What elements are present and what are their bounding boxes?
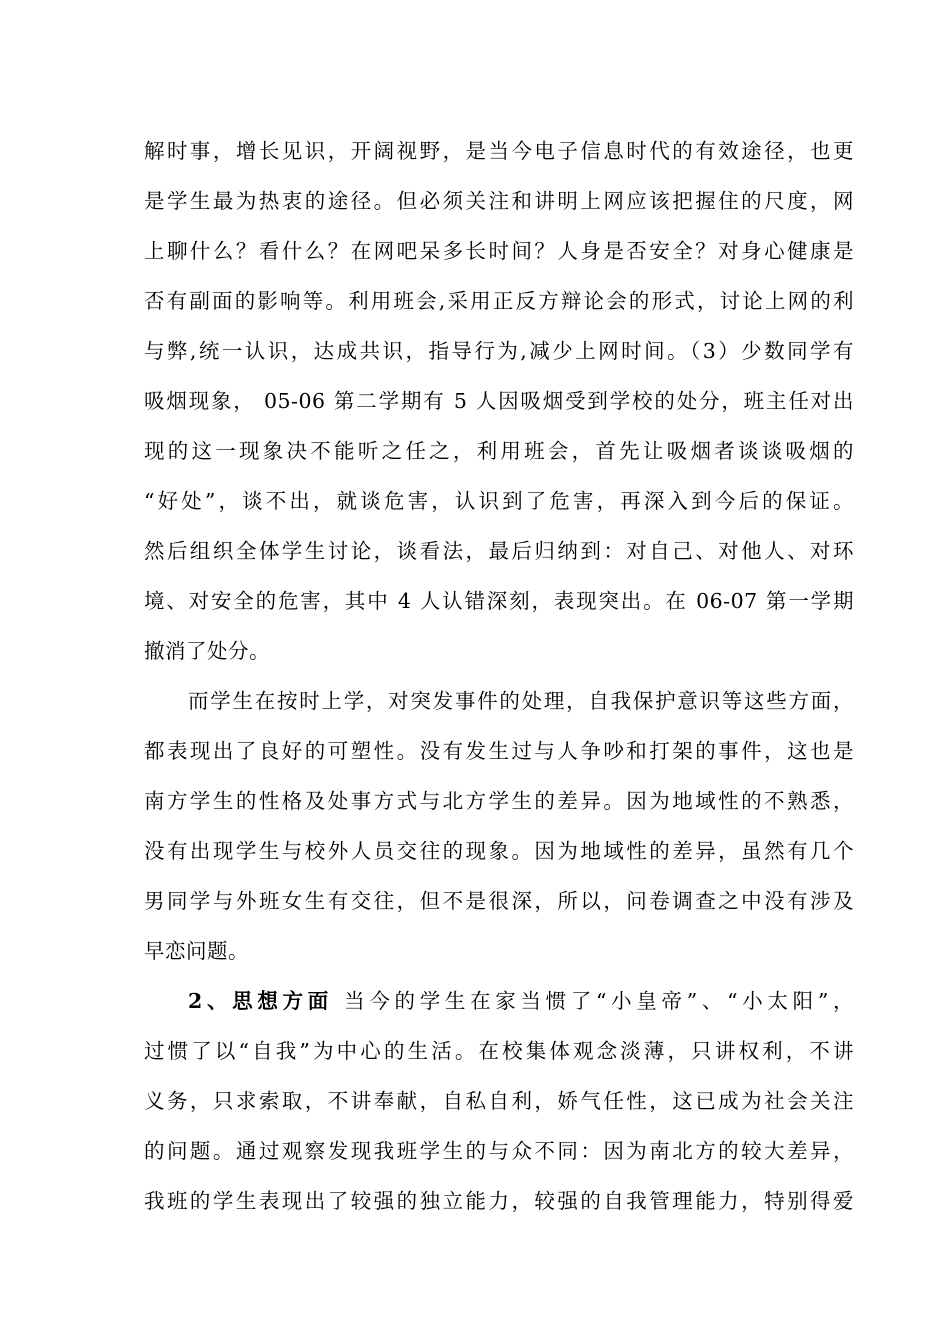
text-line: 解时事，增长见识，开阔视野，是当今电子信息时代的有效途径，也更 xyxy=(144,139,854,163)
heading-line-text: 当今的学生在家当惯了“小皇帝”、“小太阳”， xyxy=(344,989,855,1013)
text-line: “好处”，谈不出，就谈危害，认识到了危害，再深入到今后的保证。 xyxy=(144,489,854,513)
text-line: 而学生在按时上学，对突发事件的处理，自我保护意识等这些方面， xyxy=(188,689,854,713)
text-line: 境、对安全的危害，其中 4 人认错深刻，表现突出。在 06-07 第一学期 xyxy=(144,589,854,613)
text-line: 与弊,统一认识，达成共识，指导行为,减少上网时间。（3）少数同学有 xyxy=(144,339,854,363)
text-line: 是学生最为热衷的途径。但必须关注和讲明上网应该把握住的尺度，网 xyxy=(144,189,854,213)
text-line: 的问题。通过观察发现我班学生的与众不同：因为南北方的较大差异， xyxy=(144,1139,854,1163)
text-line: 男同学与外班女生有交往，但不是很深，所以，问卷调查之中没有涉及 xyxy=(144,889,854,913)
text-line: 没有出现学生与校外人员交往的现象。因为地域性的差异，虽然有几个 xyxy=(144,839,854,863)
text-line: 否有副面的影响等。利用班会,采用正反方辩论会的形式，讨论上网的利 xyxy=(144,289,854,313)
section-heading: 2、思想方面 xyxy=(188,989,333,1013)
text-line: 南方学生的性格及处事方式与北方学生的差异。因为地域性的不熟悉， xyxy=(144,789,854,813)
text-line: 我班的学生表现出了较强的独立能力，较强的自我管理能力，特别得爱 xyxy=(144,1189,854,1213)
text-line: 现的这一现象决不能听之任之，利用班会，首先让吸烟者谈谈吸烟的 xyxy=(144,439,854,463)
text-line: 过惯了以“自我”为中心的生活。在校集体观念淡薄，只讲权利，不讲 xyxy=(144,1039,854,1063)
text-line: 吸烟现象， 05-06 第二学期有 5 人因吸烟受到学校的处分，班主任对出 xyxy=(144,389,854,413)
text-line: 义务，只求索取，不讲奉献，自私自利，娇气任性，这已成为社会关注 xyxy=(144,1089,854,1113)
text-line: 早恋问题。 xyxy=(144,939,249,963)
text-line xyxy=(188,986,854,1016)
text-line: 撤消了处分。 xyxy=(144,639,270,663)
text-line: 然后组织全体学生讨论，谈看法，最后归纳到：对自己、对他人、对环 xyxy=(144,539,854,563)
text-line: 都表现出了良好的可塑性。没有发生过与人争吵和打架的事件，这也是 xyxy=(144,739,854,763)
heading-gap xyxy=(333,989,344,1013)
text-line: 上聊什么？看什么？在网吧呆多长时间？人身是否安全？对身心健康是 xyxy=(144,239,854,263)
